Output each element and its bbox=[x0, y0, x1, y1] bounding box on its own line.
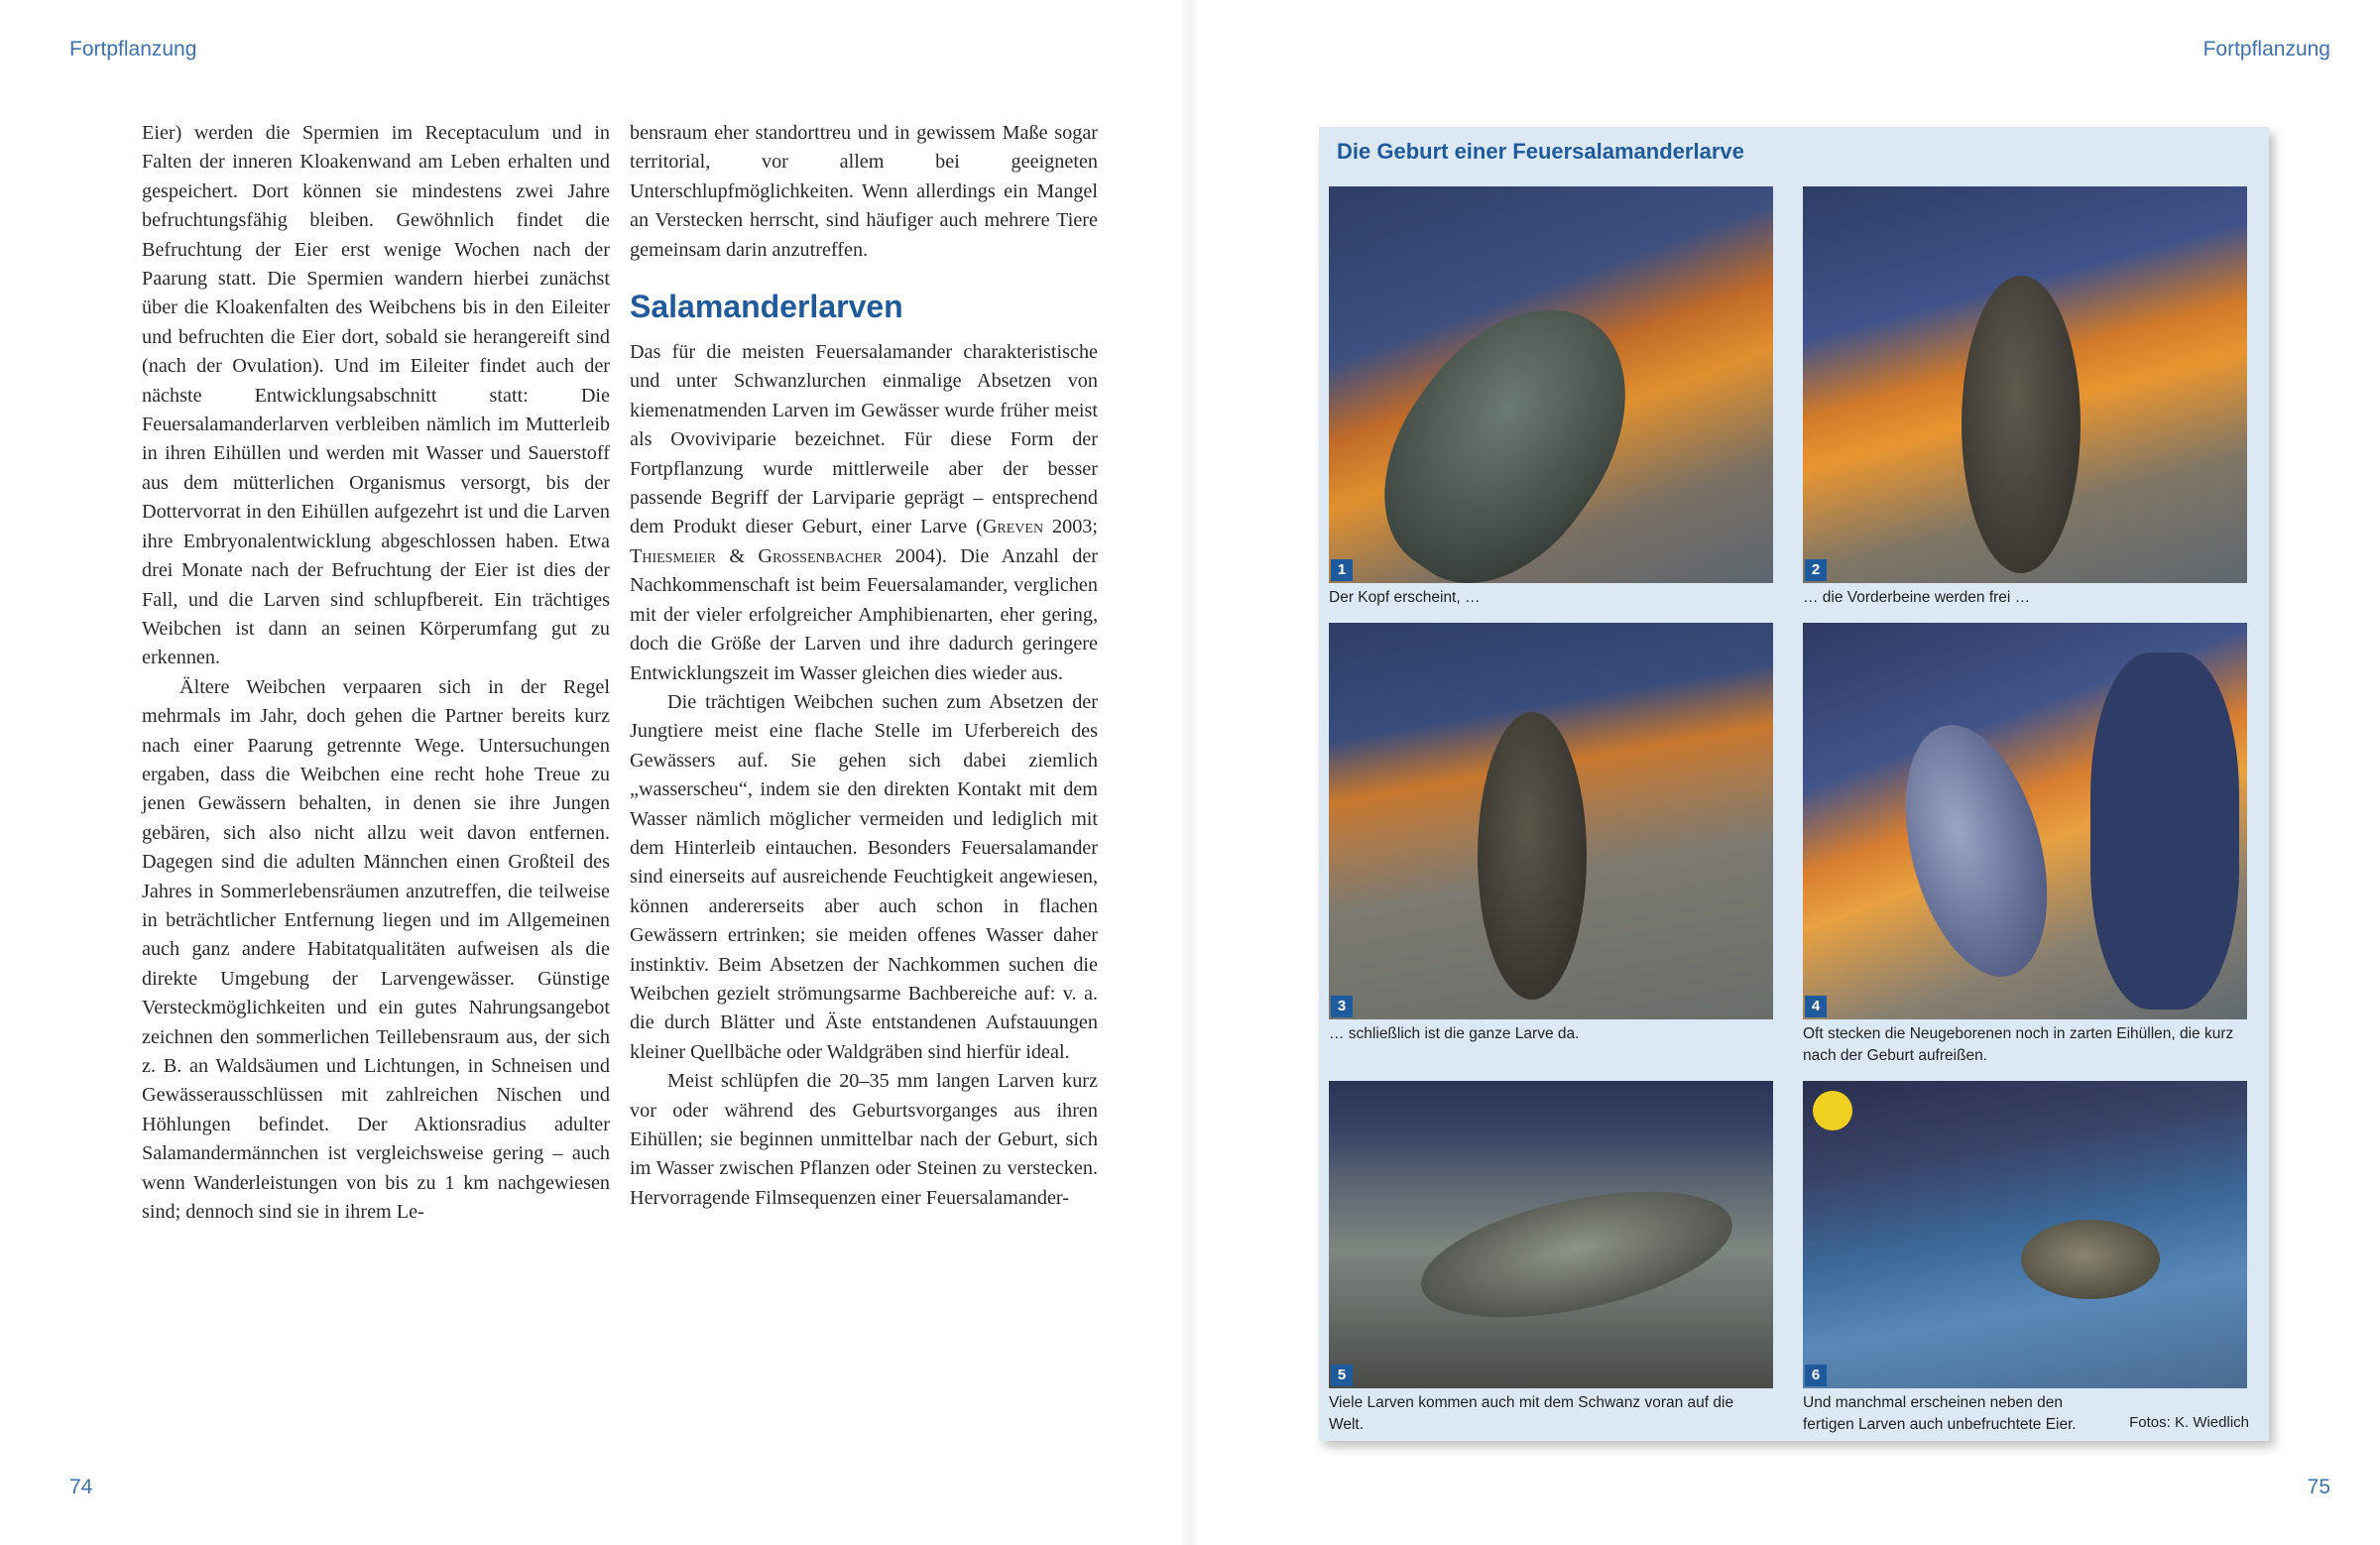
text-column-1 bbox=[142, 119, 610, 1227]
photo-credit: Fotos: K. Wiedlich bbox=[2129, 1414, 2249, 1431]
yellow-egg bbox=[1813, 1091, 1852, 1130]
photo-caption: Oft stecken die Neugeborenen noch in zarten Eihüllen, die kurz nach der Geburt aufreißen. bbox=[1803, 1025, 2234, 1064]
photo-box bbox=[1319, 127, 2269, 1441]
text-run: 2003; bbox=[1043, 516, 1098, 538]
citation-author: Thiesmeier & Grossenbacher bbox=[630, 544, 883, 567]
section-heading: Salamanderlarven bbox=[630, 289, 903, 325]
photo-number: 2 bbox=[1805, 559, 1827, 581]
photo-number: 4 bbox=[1805, 996, 1827, 1017]
photo-number: 3 bbox=[1331, 996, 1353, 1017]
paragraph: Eier) werden die Spermien im Receptaculum und in Falten der inneren Kloakenwand am Leben erhalten und gespeichert. Dort können sie mindestens zwei Jahre befruchtungsfähig bleiben. Gewöhnlich findet die Befruchtung der Eier erst wenige Wochen nach der Paarung statt. Die Spermien wandern hierbei zunächst über die Kloakenfalten des Weibchens bis in den Eileiter und befruchten die Eier dort, sobald sie herangereift sind (nach der Ovulation). Und im Eileiter findet auch der nächste Entwicklungsabschnitt statt: Die Feuersalamanderlarven verbleiben nämlich im Mutterleib in ihren Eihüllen und werden mit Wasser und Sauerstoff aus dem mütterlichen Organismus versorgt, bis der Dottervorrat in den Eihüllen aufgezehrt ist und die Larven ihre Embryonalentwicklung abgeschlossen haben. Etwa drei Monate nach der Befruchtung der Eier ist dies der Fall, und die Larven sind schlupfbereit. Ein trächtiges Weibchen ist dann an seinen Körperumfang gut zu erkennen. bbox=[142, 122, 610, 669]
salamander-larva bbox=[1962, 276, 2081, 573]
photo-number: 6 bbox=[1805, 1365, 1827, 1386]
page-number-right: 75 bbox=[2307, 1476, 2330, 1498]
salamander-larva bbox=[1478, 712, 1587, 1000]
paragraph: bensraum eher standorttreu und in gewissem Maße sogar territorial, vor allem bei geeigneten Unterschlupfmöglichkeiten. Wenn allerdings ein Mangel an Verstecken herrscht, sind häufiger auch mehrere Tiere gemeinsam darin anzutreffen. bbox=[630, 122, 1098, 261]
paragraph: Ältere Weibchen verpaaren sich in der Regel mehrmals im Jahr, doch gehen die Partner bereits kurz nach einer Paarung getrennte Wege. Untersuchungen ergaben, dass die Weibchen eine recht hohe Treue zu jenen Gewässern behalten, in denen sie ihre Jungen gebären, sich also nicht allzu weit davon entfernen. Dagegen sind die adulten Männchen einen Großteil des Jahres in Sommerlebensräumen anzutreffen, die teilweise in beträchtlicher Entfernung liegen und im Allgemeinen auch ganz andere Habitatqualitäten aufweisen als die direkte Umgebung der Larvengewässer. Günstige Versteckmöglichkeiten und ein gutes Nahrungsangebot zeichnen den sommerlichen Teillebensraum aus, der sich z. B. an Waldsäumen und Lichtungen, in Schneisen und Gewässerausschlüssen mit zahlreichen Nischen und Höhlungen befindet. Der Aktionsradius adulter Salamandermännchen ist vergleichsweise gering – auch wenn Wanderleistungen von bis zu 1 km nachgewiesen sind; dennoch sind sie in ihrem Le- bbox=[142, 675, 610, 1224]
photo-6 bbox=[1803, 1081, 2247, 1388]
running-head-right: Fortpflanzung bbox=[2202, 38, 2330, 60]
photo-number: 5 bbox=[1331, 1365, 1353, 1386]
photo-caption: Und manchmal erscheinen neben den fertigen Larven auch unbefruchtete Eier. bbox=[1803, 1394, 2077, 1433]
glove bbox=[2090, 653, 2239, 1010]
running-head-left: Fortpflanzung bbox=[69, 38, 197, 60]
photo-caption: … die Vorderbeine werden frei … bbox=[1803, 589, 2031, 606]
paragraph: Meist schlüpfen die 20–35 mm langen Larven kurz vor oder während des Geburtsvorganges aus ihren Eihüllen; sie beginnen unmittelbar nach der Geburt, sich im Wasser zwischen Pflanzen oder Steinen zu verstecken. Hervorragende Filmsequenzen einer Feuersalamander- bbox=[630, 1070, 1098, 1209]
photo-number: 1 bbox=[1331, 559, 1353, 581]
photo-3 bbox=[1329, 623, 1773, 1019]
photo-5 bbox=[1329, 1081, 1773, 1388]
box-title: Die Geburt einer Feuersalamanderlarve bbox=[1337, 139, 1744, 164]
page-gutter bbox=[1180, 0, 1200, 1545]
text-run: Das für die meisten Feuersalamander charakteristische und unter Schwanzlurchen einmalige Absetzen von kiemenatmenden Larven im Gewässer wurde früher meist als Ovoviviparie bezeichnet. Für diese Form der Fortpflanzung wurde mittlerweile aber der besser passende Begriff der Larviparie geprägt – entsprechend dem Produkt dieser Geburt, einer Larve ( bbox=[630, 341, 1098, 538]
photo-2 bbox=[1803, 186, 2247, 583]
text-column-2 bbox=[630, 119, 1098, 1213]
page-number-left: 74 bbox=[69, 1476, 93, 1498]
photo-4 bbox=[1803, 623, 2247, 1019]
paragraph bbox=[630, 338, 1098, 688]
paragraph: Die trächtigen Weibchen suchen zum Absetzen der Jungtiere meist eine flache Stelle im Uferbereich des Gewässers auf. Sie gehen sich dabei ziemlich „wasserscheu“, indem sie den direkten Kontakt mit dem Wasser nämlich möglicher vermeiden und lediglich mit dem Hinterleib eintauchen. Besonders Feuersalamander sind einerseits auf ausreichende Feuchtigkeit angewiesen, können andererseits aber auch schon in flachen Gewässern ertrinken; sie meiden offenes Wasser daher instinktiv. Beim Absetzen der Nachkommen suchen die Weibchen gezielt strömungsarme Bachbereiche auf: v. a. die durch Blätter und Äste entstandenen Aufstauungen kleiner Quellbäche oder Waldgräben sind hierfür ideal. bbox=[630, 690, 1098, 1063]
photo-1 bbox=[1329, 186, 1773, 583]
photo-caption: Viele Larven kommen auch mit dem Schwanz voran auf die Welt. bbox=[1329, 1394, 1734, 1433]
photo-caption: … schließlich ist die ganze Larve da. bbox=[1329, 1025, 1580, 1042]
citation-author: Greven bbox=[982, 516, 1044, 538]
text-run: 2004). Die Anzahl der Nachkommenschaft ist beim Feuersalamander, verglichen mit der vieler erfolgreicher Amphibienarten, eher gering, doch die Größe der Larven und ihre dadurch geringere Entwicklungszeit im Wasser gleichen dies wieder aus. bbox=[630, 544, 1099, 684]
photo-caption: Der Kopf erscheint, … bbox=[1329, 589, 1481, 606]
unfertilized-egg bbox=[2021, 1220, 2160, 1299]
